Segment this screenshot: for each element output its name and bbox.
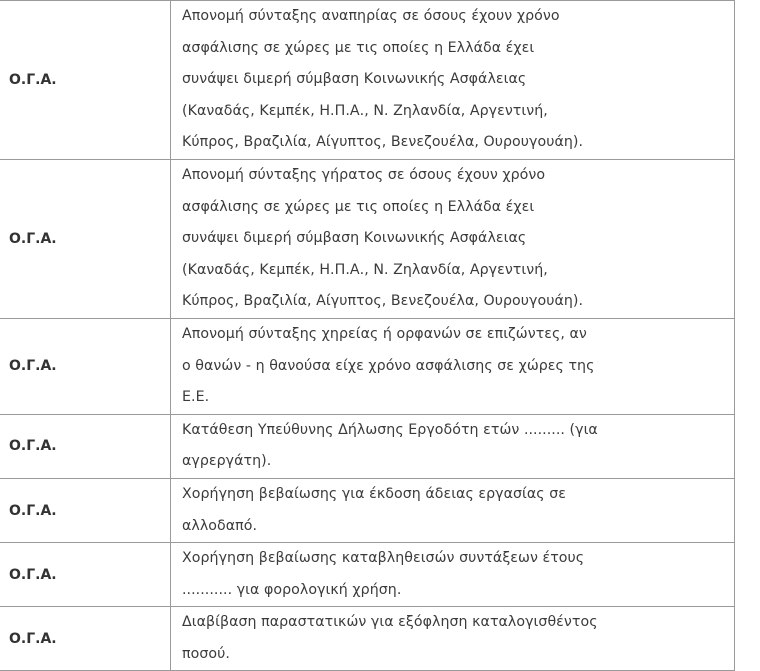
description-cell <box>171 478 735 542</box>
organization-cell: Ο.Γ.Α. <box>0 318 171 414</box>
table-row <box>0 1 735 160</box>
description-line: συνάψει διμερή σύμβαση Κοινωνικής Ασφάλειας <box>182 230 527 247</box>
description-cell <box>171 159 735 318</box>
description-line: ποσού. <box>182 645 230 662</box>
table-row <box>0 478 735 542</box>
description-line: συνάψει διμερή σύμβαση Κοινωνικής Ασφάλειας <box>182 71 527 88</box>
table-row <box>0 607 735 671</box>
description-line: Χορήγηση βεβαίωσης καταβληθεισών συντάξεων έτους <box>182 550 585 567</box>
description-line: αγρεργάτη). <box>182 453 272 470</box>
description-cell <box>171 414 735 478</box>
description-line: (Καναδάς, Κεμπέκ, Η.Π.Α., Ν. Ζηλανδία, Αργεντινή, <box>182 261 548 278</box>
description-line: Χορήγηση βεβαίωσης για έκδοση άδειας εργασίας σε <box>182 485 567 502</box>
organization-cell: Ο.Γ.Α. <box>0 607 171 671</box>
description-line: (Καναδάς, Κεμπέκ, Η.Π.Α., Ν. Ζηλανδία, Αργεντινή, <box>182 102 548 119</box>
description-cell <box>171 1 735 160</box>
organization-cell: Ο.Γ.Α. <box>0 478 171 542</box>
table-row <box>0 318 735 414</box>
description-line: Κύπρος, Βραζιλία, Αίγυπτος, Βενεζουέλα, Ουρουγουάη). <box>182 134 584 151</box>
organization-cell: Ο.Γ.Α. <box>0 414 171 478</box>
table-row <box>0 543 735 607</box>
description-line: ασφάλισης σε χώρες με τις οποίες η Ελλάδα έχει <box>182 198 535 215</box>
organization-cell: Ο.Γ.Α. <box>0 1 171 160</box>
description-line: Απονομή σύνταξης χηρείας ή ορφανών σε επιζώντες, αν <box>182 325 587 342</box>
description-cell <box>171 607 735 671</box>
table-row <box>0 159 735 318</box>
description-line: Ε.Ε. <box>182 389 210 406</box>
description-line: αλλοδαπό. <box>182 517 258 534</box>
description-line: Απονομή σύνταξης γήρατος σε όσους έχουν χρόνο <box>182 166 546 183</box>
description-line: ο θανών - η θανούσα είχε χρόνο ασφάλισης σε χώρες της <box>182 357 595 374</box>
description-line: ........... για φορολογική χρήση. <box>182 581 402 598</box>
description-line: Διαβίβαση παραστατικών για εξόφληση καταλογισθέντος <box>182 614 598 631</box>
description-cell <box>171 543 735 607</box>
organization-cell: Ο.Γ.Α. <box>0 159 171 318</box>
description-line: ασφάλισης σε χώρες με τις οποίες η Ελλάδα έχει <box>182 39 535 56</box>
description-line: Κατάθεση Υπεύθυνης Δήλωσης Εργοδότη ετών ......... (για <box>182 421 598 438</box>
organization-cell: Ο.Γ.Α. <box>0 543 171 607</box>
description-line: Κύπρος, Βραζιλία, Αίγυπτος, Βενεζουέλα, Ουρουγουάη). <box>182 293 584 310</box>
description-line: Απονομή σύνταξης αναπηρίας σε όσους έχουν χρόνο <box>182 8 560 24</box>
description-cell <box>171 318 735 414</box>
table-row <box>0 414 735 478</box>
